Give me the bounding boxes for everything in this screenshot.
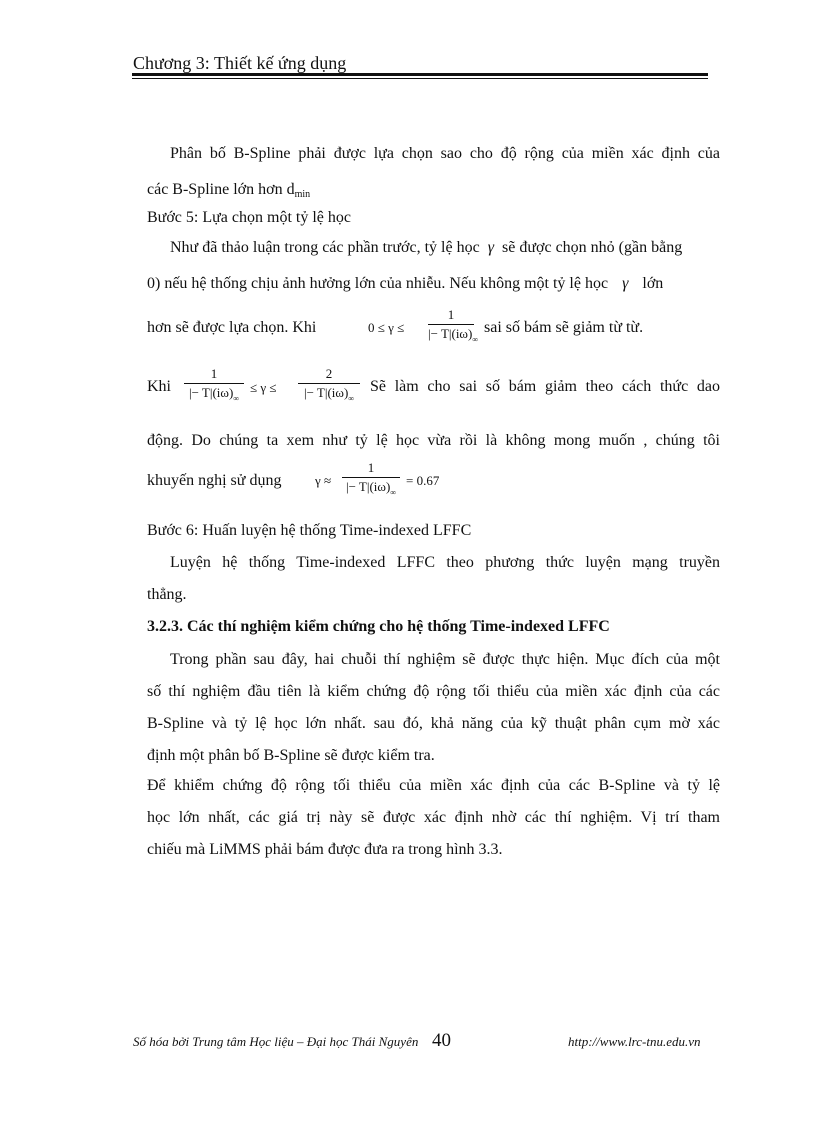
text-segment: Khi — [147, 378, 171, 395]
paragraph-line: chiếu mà LiMMS phải bám được đưa ra trong hình 3.3. — [147, 841, 503, 858]
chapter-title: Chương 3: Thiết kế ứng dụng — [133, 53, 347, 73]
numerator: 1 — [210, 366, 218, 381]
paragraph-line: Luyện hệ thống Time-indexed LFFC theo phương thức luyện mạng truyền — [170, 554, 720, 571]
paragraph-line: thẳng. — [147, 586, 187, 603]
text-segment: Như đã thảo luận trong các phần trước, tỷ lệ học — [170, 239, 480, 256]
step-heading: Bước 6: Huấn luyện hệ thống Time-indexed LFFC — [147, 522, 472, 539]
fraction-recommended — [342, 460, 400, 502]
denominator — [428, 325, 479, 349]
approx-value: = 0.67 — [406, 473, 440, 488]
paragraph-line: động. Do chúng ta xem như tỷ lệ học vừa rồi là không mong muốn , chúng tôi — [147, 432, 720, 449]
paragraph-line — [170, 238, 720, 258]
denominator-text: |− T|(iω) — [428, 326, 473, 341]
text-segment: hơn sẽ được lựa chọn. Khi — [147, 319, 317, 336]
footer-url: http://www.lrc-tnu.edu.vn — [568, 1034, 701, 1049]
denominator-text: |− T|(iω) — [303, 385, 349, 400]
subscript: min — [294, 189, 311, 200]
text-segment: khuyến nghị sử dụng — [147, 472, 282, 489]
denominator-text: |− T|(iω) — [345, 479, 391, 494]
denominator-text: |− T|(iω) — [188, 385, 234, 400]
text-segment: lớn — [642, 275, 664, 292]
double-inequality: ≤ γ ≤ — [250, 380, 277, 395]
paragraph-line: Phân bố B-Spline phải được lựa chọn sao cho độ rộng của miền xác định của — [170, 145, 720, 162]
section-heading: 3.2.3. Các thí nghiệm kiểm chứng cho hệ thống Time-indexed LFFC — [147, 618, 610, 635]
paragraph-line — [147, 274, 720, 294]
gamma-symbol: γ — [487, 239, 495, 256]
text-segment: sai số bám sẽ giảm từ từ. — [484, 319, 644, 336]
fraction-right — [298, 366, 360, 408]
fraction-left — [184, 366, 244, 408]
paragraph-line: số thí nghiệm đầu tiên là kiểm chứng độ rộng tối thiểu của miền xác định của các — [147, 683, 720, 700]
paragraph-line: B-Spline và tỷ lệ học lớn nhất. sau đó, khả năng của kỹ thuật phân cụm mờ xác — [147, 715, 720, 732]
infinity-subscript: ∞ — [233, 394, 240, 403]
paragraph-line: định một phân bố B-Spline sẽ được kiểm tra. — [147, 747, 435, 764]
infinity-subscript: ∞ — [390, 488, 397, 497]
step-heading: Bước 5: Lựa chọn một tỷ lệ học — [147, 209, 351, 226]
paragraph-line — [147, 180, 720, 200]
denominator — [298, 384, 360, 408]
infinity-subscript: ∞ — [472, 335, 479, 344]
text-segment: 0) nếu hệ thống chịu ảnh hưởng lớn của nhiễu. Nếu không một tỷ lệ học — [147, 275, 609, 292]
approx-prefix: γ ≈ — [315, 473, 332, 488]
numerator: 1 — [447, 307, 455, 322]
numerator: 1 — [367, 460, 375, 475]
inequality-prefix: 0 ≤ γ ≤ — [368, 320, 405, 335]
paragraph-line: Trong phần sau đây, hai chuỗi thí nghiệm sẽ được thực hiện. Mục đích của một — [170, 651, 720, 668]
fraction-one-over-norm — [428, 307, 479, 349]
denominator — [342, 478, 400, 502]
header-rule-thin — [132, 78, 708, 79]
infinity-subscript: ∞ — [348, 394, 355, 403]
gamma-symbol: γ — [622, 275, 629, 292]
paragraph-line: Sẽ làm cho sai số bám giảm theo cách thức dao — [370, 378, 720, 395]
text-segment: các B-Spline lớn hơn d — [147, 181, 295, 198]
numerator: 2 — [325, 366, 333, 381]
paragraph-line: học lớn nhất, các giá trị này sẽ được xác định nhờ các thí nghiệm. Vị trí tham — [147, 809, 720, 826]
footer-source: Số hóa bởi Trung tâm Học liệu – Đại học Thái Nguyên — [133, 1034, 419, 1049]
header-rule-thick — [132, 73, 708, 76]
paragraph-line: Để khiểm chứng độ rộng tối thiểu của miền xác định của các B-Spline và tỷ lệ — [147, 777, 720, 794]
denominator — [184, 384, 244, 408]
text-segment: sẽ được chọn nhỏ (gần bằng — [502, 239, 683, 256]
page-number: 40 — [432, 1030, 451, 1051]
